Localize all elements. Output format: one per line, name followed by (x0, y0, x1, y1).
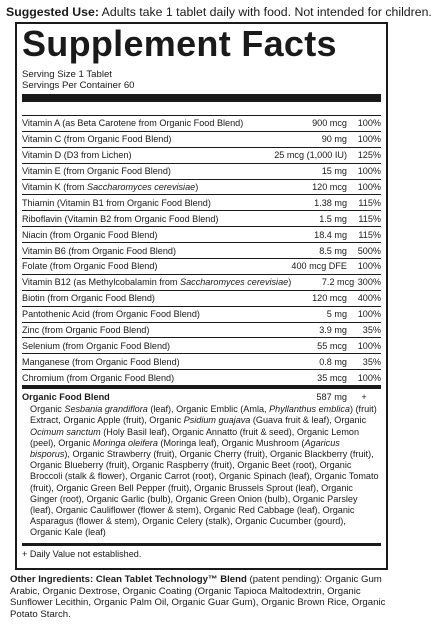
ingredient-text: (Guava fruit & leaf), Organic (250, 415, 367, 426)
nutrient-name-suffix: ) (195, 182, 199, 192)
nutrient-name-text: Vitamin K (from (22, 182, 88, 192)
species-name: Ocimum sanctum (30, 426, 101, 437)
nutrient-source-species: Saccharomyces cerevisiae (87, 182, 196, 192)
blend-amount: 587 mg (316, 391, 347, 402)
nutrient-daily-value: 400% (357, 293, 381, 304)
supplement-facts-panel (15, 22, 388, 570)
other-ingredients-text: (patent pending): Organic Gum Arabic, Organic Dextrose, Organic Coating (Organic Tapioca Maltodextrin, Organic Sunflower Lecithin, Organic Palm Oil, Organic Guar Gum), Organic Brown Rice, Organic Potato Starch. (10, 574, 386, 620)
nutrient-daily-value: 100% (357, 372, 381, 383)
nutrient-amount: 0.8 mg (319, 356, 347, 367)
nutrient-daily-value: 100% (357, 261, 381, 272)
blend-row (22, 389, 381, 404)
nutrient-name (22, 230, 267, 240)
nutrient-name-text: Vitamin B6 (from Organic Food Blend) (22, 245, 176, 256)
nutrient-name-text: Riboflavin (Vitamin B2 from Organic Food Blend) (22, 213, 219, 224)
nutrient-daily-value: 35% (362, 356, 381, 367)
nutrient-amount: 25 mcg (1,000 IU) (274, 150, 347, 161)
nutrient-name-text: Vitamin A (as Beta Carotene from Organic Food Blend) (22, 118, 244, 129)
ingredient-text: ), Organic Strawberry (fruit), Organic Cherry (fruit), Organic Blackberry (fruit), Organic Blueberry (fruit), Organic Raspberry (fruit), Organic Beet (root), Organic Broccoli (stalk & flower), Organic Carrot (root), Organic Spinach (leaf), Organic Tomato (fruit), Organic Green Bell Pepper (fruit), Organic Brussels Sprout (leaf), Organic Ginger (root), Organic Garlic (bulb), Organic Green Onion (bulb), Organic Parsley (leaf), Organic Cauliflower (flower & stem), Organic Red Cabbage (leaf), Organic Asparagus (flower & stem), Organic Celery (stalk), Organic Cucumber (gourd), Organic Kale (leaf) (30, 448, 379, 538)
dv-footnote: + Daily Value not established. (22, 548, 142, 559)
nutrient-row (22, 132, 381, 148)
nutrient-daily-value: 115% (358, 213, 381, 224)
suggested-use-text: Adults take 1 tablet daily with food. Not intended for children. (98, 5, 432, 19)
nutrient-amount: 55 mcg (317, 340, 347, 351)
nutrient-name-text: Selenium (from Organic Food Blend) (22, 340, 171, 351)
nutrient-amount: 400 mcg DFE (291, 261, 347, 272)
serving-size: Serving Size 1 Tablet (22, 69, 112, 80)
nutrient-daily-value: 500% (357, 245, 381, 256)
suggested-use-label: Suggested Use: (6, 5, 99, 19)
nutrient-name (22, 198, 267, 208)
nutrient-row (22, 211, 381, 227)
nutrient-name-text: Pantothenic Acid (from Organic Food Blend) (22, 309, 200, 320)
nutrient-name-suffix: ) (288, 277, 292, 288)
nutrient-amount: 18.4 mg (314, 229, 347, 240)
nutrient-name (22, 325, 267, 335)
nutrient-daily-value: 300% (357, 277, 381, 288)
nutrient-name (22, 357, 267, 367)
species-name: Agaricus bisporus (30, 437, 340, 459)
nutrient-row (22, 243, 381, 259)
nutrient-name-text: Manganese (from Organic Food Blend) (22, 356, 180, 367)
servings-per-container: Servings Per Container 60 (22, 79, 135, 91)
other-ingredients (10, 574, 405, 620)
nutrient-row (22, 180, 381, 196)
species-name: Moringa oleifera (92, 437, 158, 448)
blend-name: Organic Food Blend (22, 391, 110, 402)
nutrient-row (22, 195, 381, 211)
nutrient-name (22, 166, 267, 176)
ingredient-text: Organic (30, 404, 65, 415)
species-name: Sesbania grandiflora (64, 404, 148, 415)
nutrient-name (22, 261, 267, 271)
nutrient-row (22, 338, 381, 354)
nutrient-row (22, 227, 381, 243)
nutrient-table (22, 116, 381, 386)
nutrient-daily-value: 35% (362, 325, 381, 336)
nutrient-name (22, 246, 267, 256)
nutrient-name (22, 150, 267, 160)
nutrient-name-text: Vitamin D (D3 from Lichen) (22, 150, 132, 161)
nutrient-row (22, 370, 381, 386)
nutrient-name (22, 293, 267, 303)
nutrient-amount: 7.2 mcg (321, 277, 355, 288)
nutrient-amount: 900 mcg (312, 118, 347, 129)
nutrient-name-text: Vitamin E (from Organic Food Blend) (22, 166, 171, 177)
nutrient-name (22, 214, 267, 224)
nutrient-row (22, 116, 381, 132)
nutrient-amount: 120 mcg (312, 182, 347, 192)
suggested-use (6, 5, 432, 19)
nutrient-name-text: Vitamin B12 (as Methylcobalamin from (22, 277, 181, 288)
nutrient-name (22, 341, 267, 351)
nutrient-daily-value: 100% (357, 340, 381, 351)
nutrient-row (22, 307, 381, 323)
nutrient-name-text: Biotin (from Organic Food Blend) (22, 293, 155, 304)
nutrient-row (22, 275, 381, 291)
nutrient-amount: 1.38 mg (314, 197, 347, 208)
nutrient-name (22, 373, 267, 383)
nutrient-daily-value: 115% (358, 197, 381, 208)
nutrient-name-text: Niacin (from Organic Food Blend) (22, 229, 158, 240)
ingredient-text: (Holy Basil leaf), Organic Annatto (fruit & seed), Organic Lemon (peel), Organic (30, 426, 360, 448)
species-name: Psidium guajava (183, 415, 251, 426)
ingredient-text: (Moringa leaf), Organic Mushroom ( (157, 437, 305, 448)
nutrient-row (22, 354, 381, 370)
nutrient-amount: 1.5 mg (319, 213, 347, 224)
nutrient-daily-value: 100% (357, 309, 381, 320)
nutrient-amount: 8.5 mg (319, 245, 347, 256)
nutrient-name (22, 118, 267, 128)
nutrient-name-text: Chromium (from Organic Food Blend) (22, 372, 175, 383)
nutrient-name-text: Vitamin C (from Organic Food Blend) (22, 134, 172, 145)
nutrient-daily-value: 125% (357, 150, 381, 161)
nutrient-row (22, 291, 381, 307)
species-name: Phyllanthus emblica (269, 404, 350, 415)
nutrient-row (22, 148, 381, 164)
nutrient-name (22, 134, 267, 144)
panel-title: Supplement Facts (22, 23, 337, 64)
nutrient-amount: 90 mg (321, 134, 347, 145)
nutrient-amount: 35 mcg (317, 372, 347, 383)
header-spacer (22, 102, 381, 116)
other-ingredients-label: Other Ingredients: Clean Tablet Technology™ Blend (10, 574, 247, 585)
nutrient-row (22, 323, 381, 339)
nutrient-daily-value: 100% (357, 166, 381, 177)
nutrient-row (22, 164, 381, 180)
nutrient-name-text: Thiamin (Vitamin B1 from Organic Food Blend) (22, 197, 211, 208)
nutrient-amount: 120 mcg (312, 293, 347, 304)
serving-info (22, 70, 381, 91)
blend-ingredient-list (22, 404, 381, 545)
nutrient-name-text: Folate (from Organic Food Blend) (22, 261, 158, 272)
nutrient-amount: 15 mg (321, 166, 347, 177)
ingredient-text: ) (fruit) Extract, Organic Apple (fruit), Organic (30, 404, 377, 426)
nutrient-daily-value: 115% (358, 229, 381, 240)
nutrient-name-text: Zinc (from Organic Food Blend) (22, 325, 150, 336)
ingredient-text: (leaf), Organic Emblic (Amla, (147, 404, 270, 415)
nutrient-row (22, 259, 381, 275)
nutrient-daily-value: 100% (357, 134, 381, 145)
nutrient-daily-value: 100% (357, 182, 381, 192)
thick-divider (22, 94, 381, 102)
nutrient-amount: 5 mg (326, 309, 347, 320)
nutrient-daily-value: 100% (357, 118, 381, 129)
nutrient-amount: 3.9 mg (319, 325, 347, 336)
nutrient-source-species: Saccharomyces cerevisiae (180, 277, 289, 288)
nutrient-name (22, 182, 267, 192)
nutrient-name (22, 277, 291, 287)
nutrient-name (22, 309, 267, 319)
blend-dv: + (361, 391, 367, 402)
